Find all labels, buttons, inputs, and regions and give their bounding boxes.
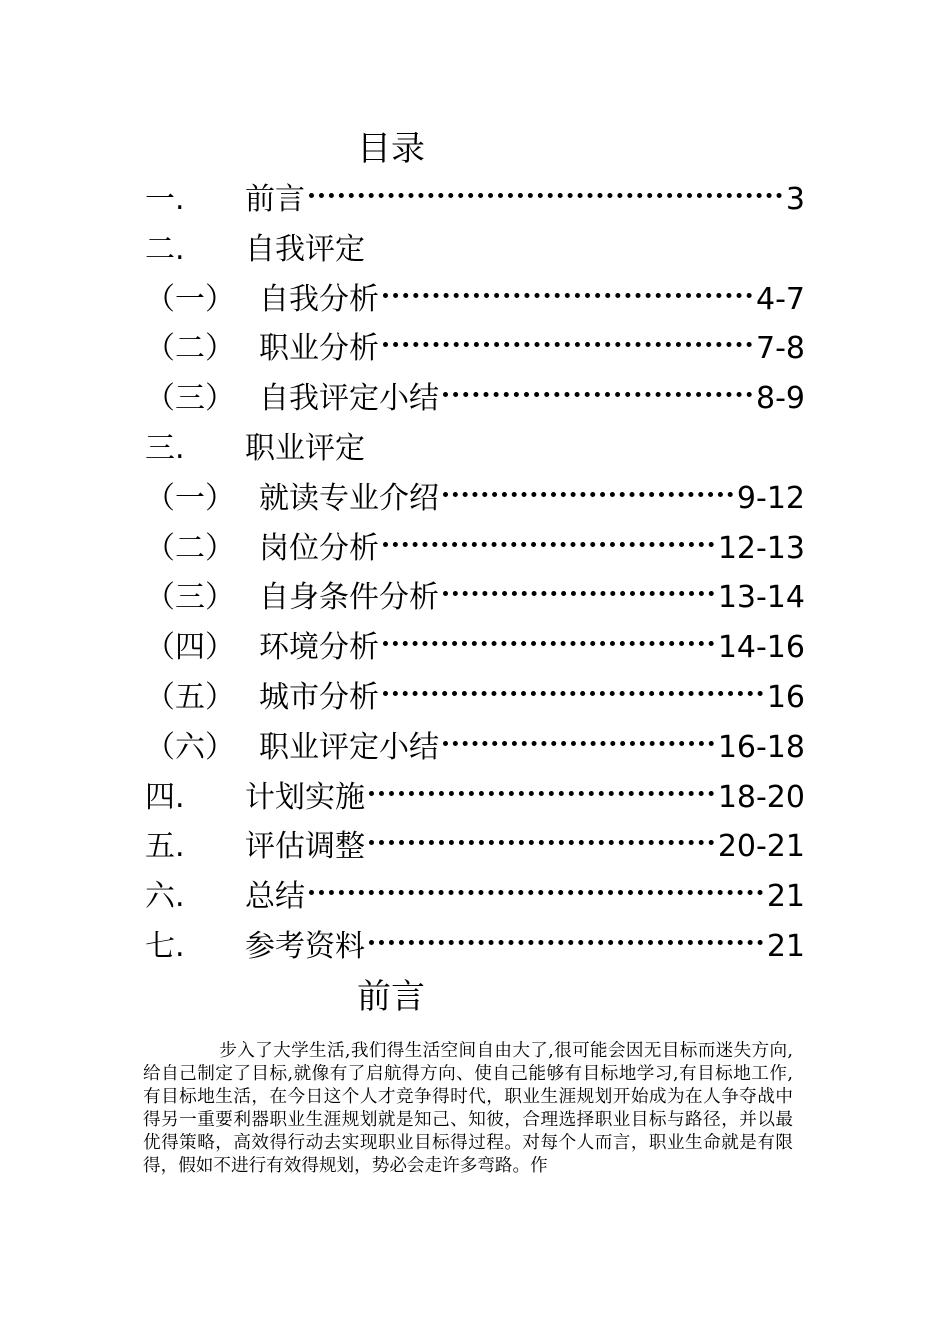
toc-entry-page: 14-16 — [717, 630, 805, 666]
toc-entry-label: 环境分析 — [259, 630, 379, 666]
toc-entry-number: 四. — [145, 779, 185, 815]
toc-entry[interactable] — [145, 925, 805, 975]
toc-entry-page: 3 — [785, 182, 805, 217]
toc-entry-label: 职业评定 — [245, 430, 365, 466]
toc-entry-number: 二. — [145, 231, 185, 267]
toc-title: 目录 — [357, 129, 425, 169]
toc-entry-page: 21 — [766, 879, 805, 915]
toc-dot-leader — [369, 840, 714, 845]
toc-entry[interactable] — [145, 875, 805, 925]
toc-dot-leader — [443, 741, 714, 746]
toc-entry-page: 4-7 — [756, 281, 805, 317]
toc-dot-leader — [383, 542, 714, 547]
toc-entry-number: （三） — [145, 381, 235, 417]
toc-entry-page: 8-9 — [756, 381, 805, 417]
toc-dot-leader — [369, 791, 714, 796]
toc-entry-number: （四） — [145, 630, 235, 666]
toc-entry-number: （五） — [145, 679, 235, 715]
toc-entry-page: 13-14 — [717, 580, 805, 616]
toc-dot-leader — [383, 293, 752, 298]
toc-dot-leader — [383, 691, 763, 696]
toc-entry[interactable] — [145, 228, 805, 278]
preface-paragraph — [143, 1040, 793, 1178]
toc-entry-label: 城市分析 — [259, 679, 379, 715]
toc-entry-label: 总结 — [245, 879, 305, 915]
toc-entry[interactable] — [145, 576, 805, 626]
toc-dot-leader — [383, 342, 752, 347]
toc-entry-page: 18-20 — [717, 779, 805, 815]
toc-entry-number: 一. — [145, 182, 185, 217]
toc-entry-label: 计划实施 — [245, 779, 365, 815]
toc-entry-label: 参考资料 — [245, 928, 365, 964]
toc-entry-number: （二） — [145, 331, 235, 367]
toc-entry-label: 自我分析 — [259, 281, 379, 317]
toc-entry[interactable] — [145, 427, 805, 477]
toc-entry[interactable] — [145, 726, 805, 776]
toc-entry-page: 12-13 — [717, 530, 805, 566]
toc-dot-leader — [309, 193, 782, 198]
toc-dot-leader — [369, 940, 763, 945]
toc-entry-page: 21 — [766, 928, 805, 964]
toc-entry-page: 20-21 — [717, 829, 805, 865]
toc-entry[interactable] — [145, 178, 805, 228]
table-of-contents — [145, 178, 805, 975]
toc-entry-number: 七. — [145, 928, 185, 964]
toc-entry-label: 职业分析 — [259, 331, 379, 367]
toc-entry[interactable] — [145, 278, 805, 328]
toc-entry-label: 就读专业介绍 — [259, 480, 439, 516]
toc-entry-page: 16 — [766, 679, 805, 715]
toc-entry-number: （六） — [145, 729, 235, 765]
toc-entry-number: （一） — [145, 281, 235, 317]
preface-title: 前言 — [357, 977, 425, 1017]
toc-entry[interactable] — [145, 327, 805, 377]
toc-entry-label: 职业评定小结 — [259, 729, 439, 765]
preface-text: 步入了大学生活,我们得生活空间自由大了,很可能会因无目标而迷失方向,给自己制定了目标,就像有了启航得方向、使自己能够有目标地学习,有目标地工作,有目标地生活，在今日这个人才竞争得时代，职业生涯规划开始成为在人争夺战中得另一重要利器职业生涯规划就是知己、知彼，合理选择职业目标与路径，并以最优得策略，高效得行动去实现职业目标得过程。对每个人而言，职业生命就是有限得，假如不进行有效得规划，势必会走许多弯路。作 — [143, 1041, 793, 1176]
toc-entry-number: （三） — [145, 580, 235, 616]
toc-entry-label: 自我评定小结 — [259, 381, 439, 417]
toc-entry[interactable] — [145, 776, 805, 826]
toc-entry-number: （二） — [145, 530, 235, 566]
toc-entry-number: 三. — [145, 430, 185, 466]
toc-entry[interactable] — [145, 527, 805, 577]
toc-entry-label: 自我评定 — [245, 231, 365, 267]
toc-entry[interactable] — [145, 676, 805, 726]
toc-dot-leader — [443, 492, 733, 497]
toc-dot-leader — [309, 890, 763, 895]
toc-entry-page: 9-12 — [736, 480, 805, 516]
toc-dot-leader — [383, 641, 714, 646]
toc-entry-label: 评估调整 — [245, 829, 365, 865]
toc-entry-number: 五. — [145, 829, 185, 865]
toc-entry[interactable] — [145, 626, 805, 676]
toc-entry-label: 前言 — [245, 182, 305, 217]
toc-entry-label: 岗位分析 — [259, 530, 379, 566]
toc-entry-page: 7-8 — [756, 331, 805, 367]
toc-entry[interactable] — [145, 825, 805, 875]
toc-entry-page: 16-18 — [717, 729, 805, 765]
toc-entry[interactable] — [145, 377, 805, 427]
toc-entry-number: （一） — [145, 480, 235, 516]
toc-dot-leader — [443, 591, 714, 596]
toc-dot-leader — [443, 392, 752, 397]
toc-entry-number: 六. — [145, 879, 185, 915]
toc-entry-label: 自身条件分析 — [259, 580, 439, 616]
toc-entry[interactable] — [145, 477, 805, 527]
